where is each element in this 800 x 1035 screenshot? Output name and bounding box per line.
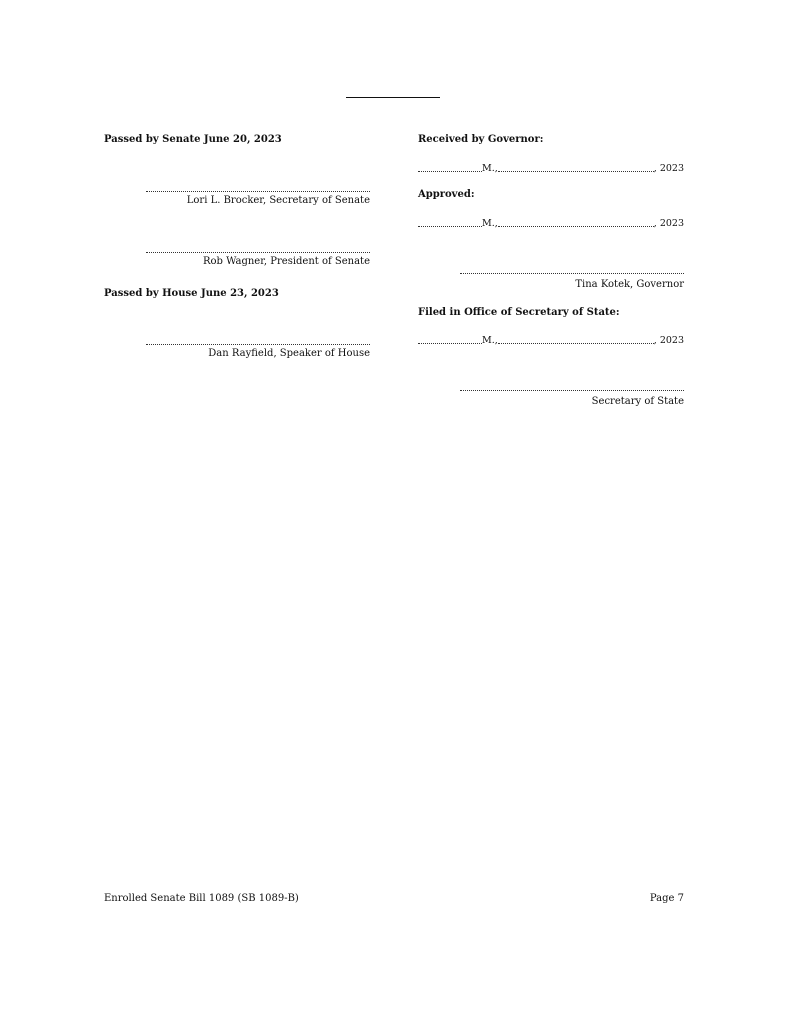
time-blank xyxy=(418,171,482,172)
governor-name: Tina Kotek, Governor xyxy=(575,279,684,290)
date-blank xyxy=(498,226,654,227)
top-rule xyxy=(346,97,440,98)
governor-signature-line xyxy=(460,273,684,274)
time-blank xyxy=(418,226,482,227)
received-governor-heading: Received by Governor: xyxy=(418,134,544,145)
date-blank xyxy=(498,343,654,344)
secretary-state-label: Secretary of State xyxy=(591,396,684,407)
meridiem-label: M., xyxy=(482,335,498,346)
secretary-state-signature-line xyxy=(460,390,684,391)
received-date-line xyxy=(418,160,684,174)
time-blank xyxy=(418,343,482,344)
filed-date-line xyxy=(418,332,684,346)
footer-page-number: Page 7 xyxy=(649,893,684,904)
secretary-senate-signature-line xyxy=(146,191,370,192)
senate-passed-heading: Passed by Senate June 20, 2023 xyxy=(104,134,282,145)
secretary-senate-name: Lori L. Brocker, Secretary of Senate xyxy=(186,195,370,206)
filed-heading: Filed in Office of Secretary of State: xyxy=(418,307,620,318)
president-senate-name: Rob Wagner, President of Senate xyxy=(202,256,370,267)
approved-date-line xyxy=(418,215,684,229)
year-label: , 2023 xyxy=(653,335,684,346)
house-passed-heading: Passed by House June 23, 2023 xyxy=(104,288,279,299)
president-senate-signature-line xyxy=(146,252,370,253)
meridiem-label: M., xyxy=(482,163,498,174)
approved-heading: Approved: xyxy=(418,189,475,200)
speaker-house-name: Dan Rayfield, Speaker of House xyxy=(208,348,370,359)
meridiem-label: M., xyxy=(482,218,498,229)
year-label: , 2023 xyxy=(653,218,684,229)
footer-bill-label: Enrolled Senate Bill 1089 (SB 1089-B) xyxy=(104,893,299,904)
year-label: , 2023 xyxy=(653,163,684,174)
speaker-house-signature-line xyxy=(146,344,370,345)
date-blank xyxy=(498,171,654,172)
